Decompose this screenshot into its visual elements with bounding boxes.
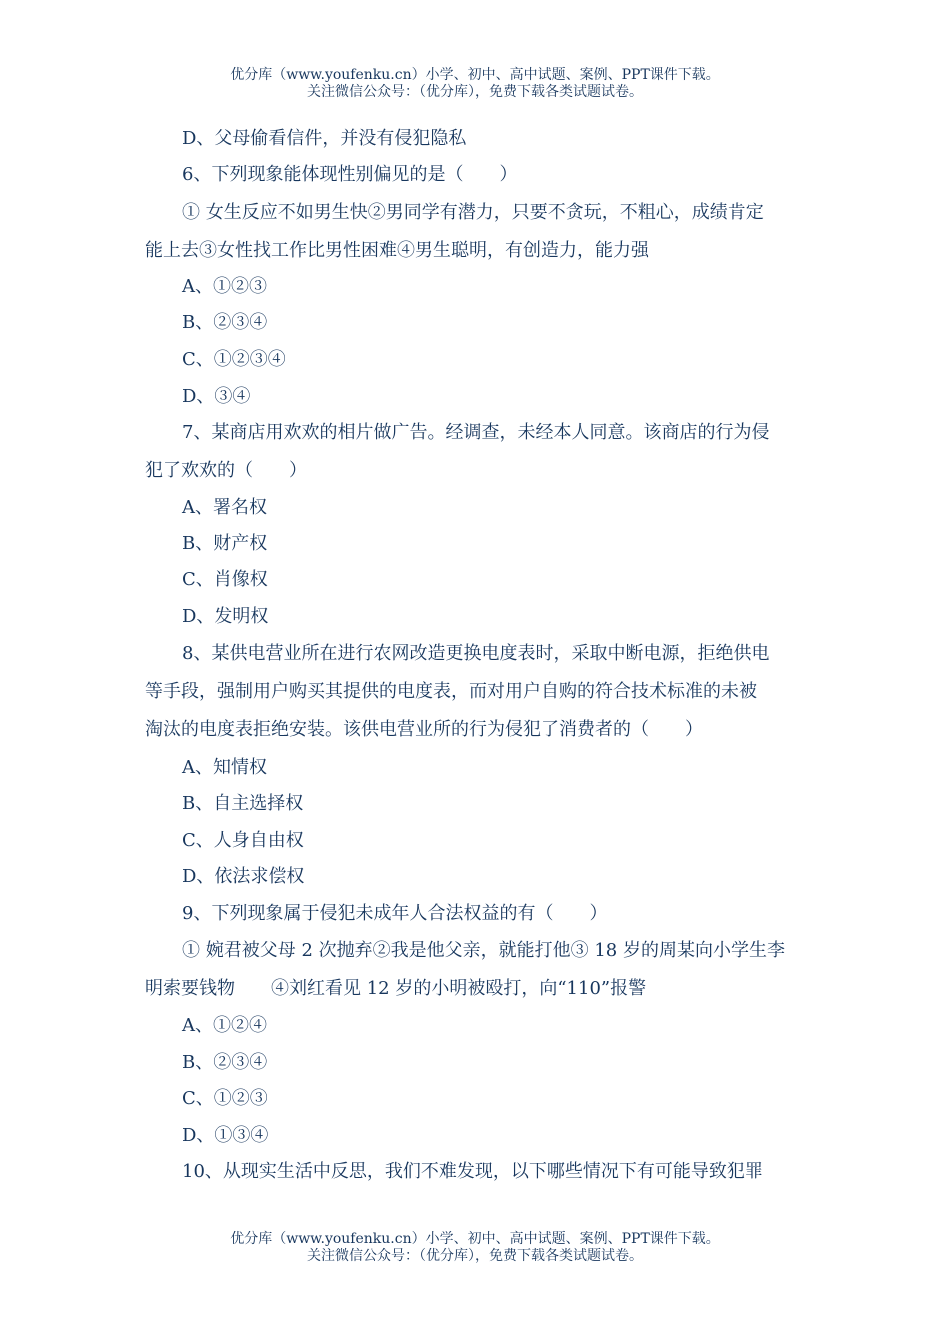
q7-option-a: A、署名权 bbox=[182, 497, 267, 518]
q8-stem-line-1: 8、某供电营业所在进行农网改造更换电度表时，采取中断电源，拒绝供电 bbox=[182, 643, 770, 664]
q9-option-c: C、①②③ bbox=[182, 1088, 268, 1109]
q7-option-c: C、肖像权 bbox=[182, 569, 268, 590]
q8-stem-line-2: 等手段，强制用户购买其提供的电度表，而对用户自购的符合技术标准的未被 bbox=[145, 681, 757, 702]
q8-option-c: C、人身自由权 bbox=[182, 830, 304, 851]
q9-option-b: B、②③④ bbox=[182, 1052, 268, 1073]
q7-option-d: D、发明权 bbox=[182, 606, 269, 627]
q7-stem-line-1: 7、某商店用欢欢的相片做广告。经调查，未经本人同意。该商店的行为侵 bbox=[182, 422, 770, 443]
q6-option-b: B、②③④ bbox=[182, 312, 268, 333]
q8-option-a: A、知情权 bbox=[182, 757, 267, 778]
q9-body-line-2: 明索要钱物 ④刘红看见 12 岁的小明被殴打，向“110”报警 bbox=[145, 978, 647, 999]
q6-option-d: D、③④ bbox=[182, 386, 251, 407]
q9-stem: 9、下列现象属于侵犯未成年人合法权益的有（ ） bbox=[182, 903, 608, 924]
q7-option-b: B、财产权 bbox=[182, 533, 268, 554]
q9-option-d: D、①③④ bbox=[182, 1125, 269, 1146]
page-header bbox=[0, 67, 950, 101]
q6-body-line-2: 能上去③女性找工作比男性困难④男生聪明，有创造力，能力强 bbox=[145, 240, 649, 261]
header-line-2: 关注微信公众号：（优分库），免费下载各类试题试卷。 bbox=[307, 84, 643, 100]
q6-option-a: A、①②③ bbox=[182, 276, 267, 297]
page-footer bbox=[0, 1231, 950, 1265]
q8-option-d: D、依法求偿权 bbox=[182, 866, 305, 887]
q5-option-d: D、父母偷看信件，并没有侵犯隐私 bbox=[182, 128, 467, 149]
q9-option-a: A、①②④ bbox=[182, 1015, 267, 1036]
q8-option-b: B、自主选择权 bbox=[182, 793, 304, 814]
q6-body-line-1: ① 女生反应不如男生快②男同学有潜力，只要不贪玩，不粗心，成绩肯定 bbox=[182, 202, 764, 223]
q7-stem-line-2: 犯了欢欢的（ ） bbox=[145, 460, 307, 481]
q8-stem-line-3: 淘汰的电度表拒绝安装。该供电营业所的行为侵犯了消费者的（ ） bbox=[145, 719, 703, 740]
q10-stem-line-1: 10、从现实生活中反思，我们不难发现，以下哪些情况下有可能导致犯罪 bbox=[182, 1161, 763, 1182]
header-line-1: 优分库（www.youfenku.cn）小学、初中、高中试题、案例、PPT课件下载。 bbox=[230, 67, 720, 83]
footer-line-1: 优分库（www.youfenku.cn）小学、初中、高中试题、案例、PPT课件下载。 bbox=[230, 1231, 720, 1247]
footer-line-2: 关注微信公众号：（优分库），免费下载各类试题试卷。 bbox=[307, 1248, 643, 1264]
q6-stem: 6、下列现象能体现性别偏见的是（ ） bbox=[182, 164, 518, 185]
q6-option-c: C、①②③④ bbox=[182, 349, 286, 370]
q9-body-line-1: ① 婉君被父母 2 次抛弃②我是他父亲，就能打他③ 18 岁的周某向小学生李 bbox=[182, 940, 785, 961]
